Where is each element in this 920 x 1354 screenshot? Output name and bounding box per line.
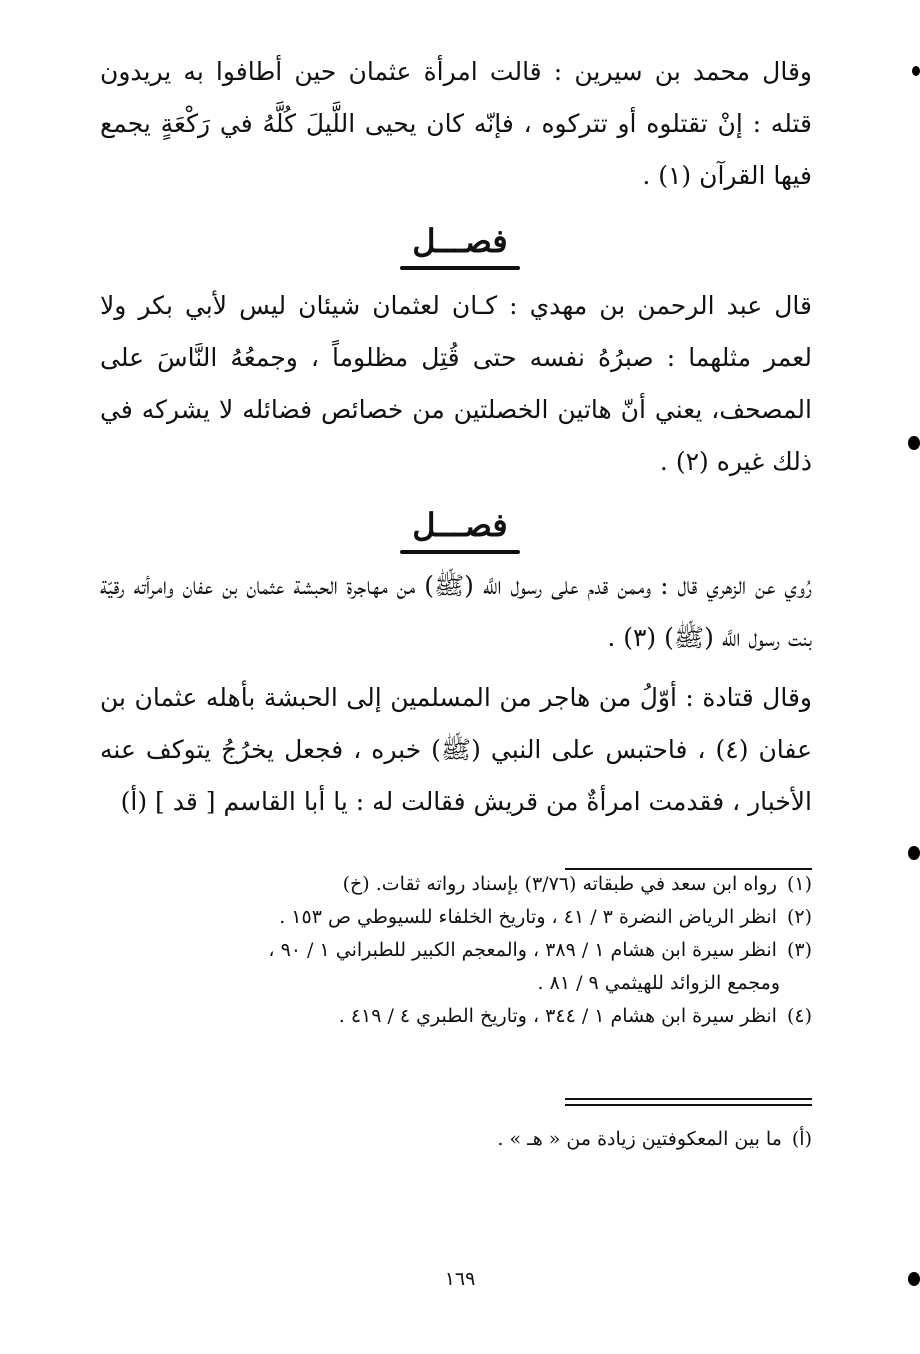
- footnote-text: انظر سيرة ابن هشام ١ / ٣٨٩ ، والمعجم الكبير للطبراني ١ / ٩٠ ،: [268, 939, 777, 961]
- footnote-number: (٤): [786, 1005, 812, 1027]
- footnote-text: انظر سيرة ابن هشام ١ / ٣٤٤ ، وتاريخ الطبري ٤ / ٤١٩ .: [338, 1005, 777, 1027]
- editor-note-marker: (أ): [791, 1128, 812, 1150]
- edge-mark: [912, 66, 920, 76]
- footnote-text: انظر الرياض النضرة ٣ / ٤١ ، وتاريخ الخلفاء للسيوطي ص ١٥٣ .: [279, 906, 777, 928]
- editor-note: [300, 1128, 812, 1150]
- footnote-3-continued: [160, 967, 812, 1000]
- editor-note-text: ما بين المعكوفتين زيادة من « هـ » .: [497, 1128, 782, 1150]
- footnote-1: [160, 868, 812, 901]
- paragraph-abdulrahman: قال عبد الرحمن بن مهدي : كـان لعثمان شيئان ليس لأبي بكر ولا لعمر مثلهما : صبرُهُ نفسه حتى قُتِل مظلوماً ، وجمعُهُ النَّاسَ على المصحف، يعني أنّ هاتين الخصلتين من خصائص فضائله لا يشركه في ذلك غيره (٢) .: [100, 291, 812, 476]
- paragraph-ibn-sirin: وقال محمد بن سيرين : قالت امرأة عثمان حين أطافوا به يريدون قتله : إنْ تقتلوه أو تتركوه ، فإنّه كان يحيى اللَّيلَ كُلَّهُ في رَكْعَةٍ يجمع فيها القرآن (١) .: [100, 57, 812, 190]
- footnote-text: رواه ابن سعد في طبقاته (٣/٧٦) بإسناد رواته ثقات. (خ): [342, 873, 777, 895]
- section-heading-2: [0, 506, 920, 554]
- edge-mark: [908, 436, 920, 450]
- heading-underline: [400, 550, 520, 554]
- section-heading-text: فصـــل: [412, 222, 508, 260]
- footnotes: [160, 868, 812, 1033]
- footnote-number: (٢): [786, 906, 812, 928]
- double-rule-top: [565, 1098, 812, 1100]
- paragraph-zuhri: رُوي عن الزهري قال : وممن قدم على رسول اللَّه (ﷺ) من مهاجرة الحبشة عثمان بن عفان وامرأته رقيّة بنت رسول اللَّه (ﷺ) (٣) .: [100, 571, 812, 652]
- edge-mark: [908, 1272, 920, 1286]
- heading-underline: [400, 266, 520, 270]
- footnote-2: [160, 901, 812, 934]
- footnote-4: [160, 1000, 812, 1033]
- footnote-number: (١): [786, 873, 812, 895]
- section-heading-text: فصـــل: [412, 506, 508, 544]
- double-rule-bottom: [565, 1104, 812, 1106]
- footnote-number: (٣): [786, 939, 812, 961]
- footnote-text: ومجمع الزوائد للهيثمي ٩ / ٨١ .: [537, 972, 780, 994]
- section-heading-1: [0, 222, 920, 270]
- edge-mark: [908, 846, 920, 860]
- footnote-3: [160, 934, 812, 967]
- paragraph-qatada: وقال قتادة : أوّلُ من هاجر من المسلمين إلى الحبشة بأهله عثمان بن عفان (٤) ، فاحتبس على النبي (ﷺ) خبره ، فجعل يخرُجُ يتوكف عنه الأخبار ، فقدمت امرأةٌ من قريش فقالت له : يا أبا القاسم [ قد ] (أ): [100, 683, 812, 816]
- page-number: ١٦٩: [444, 1268, 476, 1290]
